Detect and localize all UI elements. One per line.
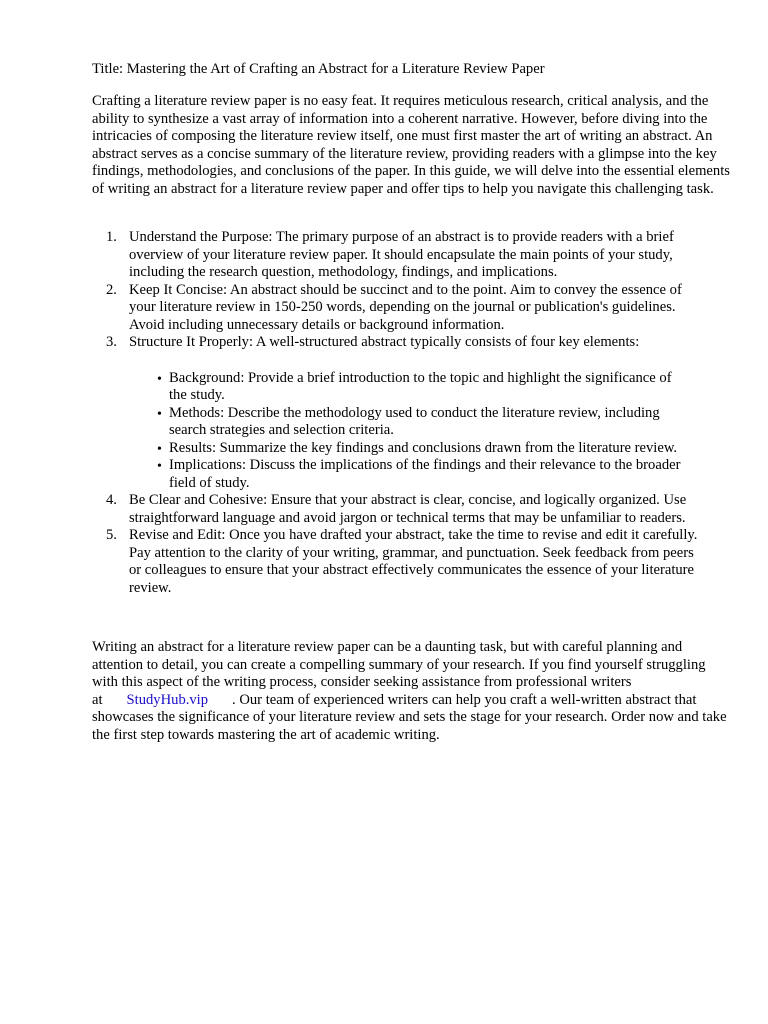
bullet-icon: • — [157, 406, 162, 422]
list-item — [129, 440, 689, 458]
closing-text-before: Writing an abstract for a literature review paper can be a daunting task, but with careful planning and attention to detail, you can create a compelling summary of your research. If you find yourself struggling with this aspect of the writing process, consider seeking assistance from professional writers at — [92, 639, 706, 708]
step-number: 2. — [106, 281, 117, 298]
step-number: 1. — [106, 229, 117, 245]
list-item — [129, 370, 689, 405]
list-item — [92, 492, 709, 527]
bullet-list — [129, 370, 709, 493]
list-item — [129, 405, 689, 440]
list-item — [129, 457, 689, 492]
step-text: Keep It Concise: An abstract should be succinct and to the point. Aim to convey the essence of your literature review in 150-250 words, depending on the journal or publication's guidelines. Avoid including unnecessary details or background information. — [129, 281, 682, 333]
bullet-text: Implications: Discuss the implications of the findings and their relevance to the broader field of study. — [169, 457, 681, 491]
list-item — [92, 229, 709, 282]
bullet-text: Background: Provide a brief introduction to the topic and highlight the significance of the study. — [169, 369, 672, 403]
studyhub-link[interactable]: StudyHub.vip — [126, 691, 209, 708]
list-item — [92, 527, 709, 597]
bullet-icon: • — [157, 371, 162, 387]
step-text: Understand the Purpose: The primary purpose of an abstract is to provide readers with a brief overview of your literature review paper. It should encapsulate the main points of your study, including the research question, methodology, findings, and implications. — [129, 229, 674, 280]
list-item — [92, 282, 709, 335]
bullet-icon: • — [157, 441, 162, 457]
closing-text-after: . Our team of experienced writers can help you craft a well-written abstract that showcases the significance of your literature review and sets the stage for your research. Order now and take the first step towards mastering the art of academic writing. — [92, 691, 727, 743]
bullet-text: Results: Summarize the key findings and conclusions drawn from the literature review. — [169, 439, 678, 456]
step-text: Be Clear and Cohesive: Ensure that your abstract is clear, concise, and logically organized. Use straightforward language and avoid jargon or technical terms that may be unfamiliar to readers. — [129, 492, 687, 526]
step-text: Revise and Edit: Once you have drafted your abstract, take the time to revise and edit it carefully. Pay attention to the clarity of your writing, grammar, and punctuation. Seek feedback from peers or colleagues to ensure that your abstract effectively communicates the essence of your literature review. — [129, 527, 698, 596]
step-text: Structure It Properly: A well-structured abstract typically consists of four key elements: — [129, 334, 640, 350]
step-number: 3. — [106, 334, 117, 350]
closing-paragraph — [92, 639, 732, 744]
list-item — [92, 334, 709, 492]
document-title: Title: Mastering the Art of Crafting an Abstract for a Literature Review Paper — [92, 61, 545, 77]
bullet-icon: • — [157, 459, 162, 474]
bullet-text: Methods: Describe the methodology used to conduct the literature review, including search strategies and selection criteria. — [169, 404, 660, 438]
steps-list — [92, 229, 732, 597]
step-number: 5. — [106, 527, 117, 543]
intro-paragraph: Crafting a literature review paper is no easy feat. It requires meticulous research, critical analysis, and the ability to synthesize a vast array of information into a coherent narrative. However, before diving into the intricacies of composing the literature review itself, one must first master the art of writing an abstract. An abstract serves as a concise summary of the literature review, providing readers with a glimpse into the key findings, methodologies, and conclusions of the paper. In this guide, we will delve into the essential elements of writing an abstract for a literature review paper and offer tips to help you navigate this challenging task. — [92, 93, 730, 197]
step-number: 4. — [106, 492, 117, 508]
